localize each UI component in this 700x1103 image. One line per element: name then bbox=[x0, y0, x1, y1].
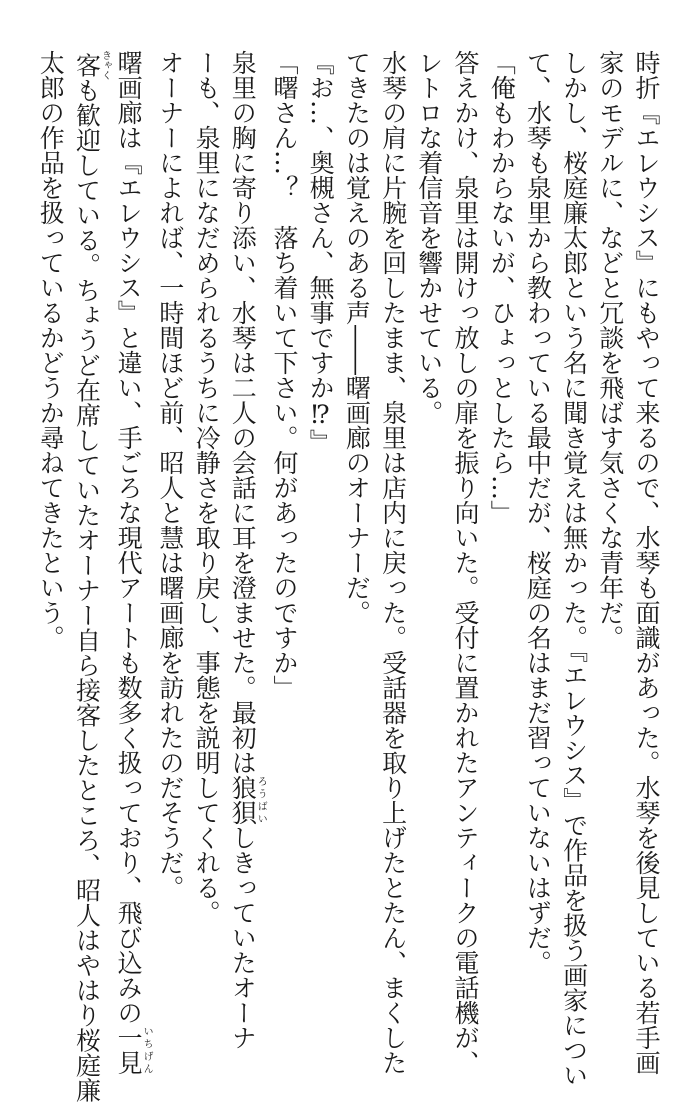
vertical-text-body bbox=[24, 50, 664, 1103]
text-line: 家のモデルに、などと冗談を飛ばす気さくな青年だ。 bbox=[595, 50, 625, 650]
text-line: 「俺もわからないが、ひょっとしたら…」 bbox=[487, 50, 517, 525]
text-line: て、水琴も泉里から教わっている最中だが、桜庭の名はまだ習っていないはずだ。 bbox=[523, 50, 553, 975]
text-line-with-ruby bbox=[110, 50, 153, 1075]
ruby-word: 狼狽ろうばい bbox=[228, 775, 267, 825]
line-part: 泉里の胸に寄り添い、水琴は二人の会話に耳を澄ませた。最初は bbox=[228, 50, 258, 775]
line-part: 曙画廊は『エレウシス』と違い、手ごろな現代アートも数多く扱っており、飛び込みの bbox=[114, 50, 144, 1025]
line-part: しきっていたオーナ bbox=[228, 825, 258, 1050]
text-line-with-ruby bbox=[68, 50, 111, 1103]
text-line-with-ruby bbox=[224, 50, 267, 1050]
text-line: ーも、泉里になだめられるうちに冷静さを取り戻し、事態を説明してくれる。 bbox=[192, 50, 222, 925]
text-line: 時折『エレウシス』にもやって来るので、水琴も面識があった。水琴を後見している若手画 bbox=[632, 50, 661, 1075]
text-line: オーナーによれば、一時間ほど前、昭人と慧は曙画廊を訪れたのだそうだ。 bbox=[155, 50, 185, 900]
text-line: 水琴の肩に片腕を回したまま、泉里は店内に戻った。受話器を取り上げたとたん、まくした bbox=[378, 50, 408, 1075]
text-line: 太郎の作品を扱っているかどうか尋ねてきたという。 bbox=[36, 50, 66, 650]
ruby-word: 客きゃく bbox=[72, 50, 111, 80]
text-line: しかし、桜庭廉太郎という名に聞き覚えは無かった。『エレウシス』で作品を扱う画家につい bbox=[559, 50, 589, 1088]
text-line: 「曙さん…？ 落ち着いて下さい。何があったのですか」 bbox=[269, 50, 299, 700]
text-line: レトロな着信音を響かせている。 bbox=[414, 50, 444, 425]
text-line: 答えかけ、泉里は開けっ放しの扉を振り向いた。受付に置かれたアンティークの電話機が、 bbox=[450, 50, 480, 1075]
ruby-word: 一見いちげん bbox=[114, 1025, 153, 1075]
text-line: てきたのは覚えのある声――曙画廊のオーナーだ。 bbox=[342, 50, 372, 625]
ruby-reading: きゃく bbox=[99, 50, 111, 80]
line-part: も歓迎している。ちょうど在席していたオーナー自ら接客したところ、昭人はやはり桜庭廉 bbox=[72, 77, 102, 1103]
ruby-reading: いちげん bbox=[141, 1025, 153, 1075]
text-line: 『お…、奥槻さん、無事ですか⁉』 bbox=[306, 50, 336, 454]
ruby-reading: ろうばい bbox=[255, 775, 267, 825]
